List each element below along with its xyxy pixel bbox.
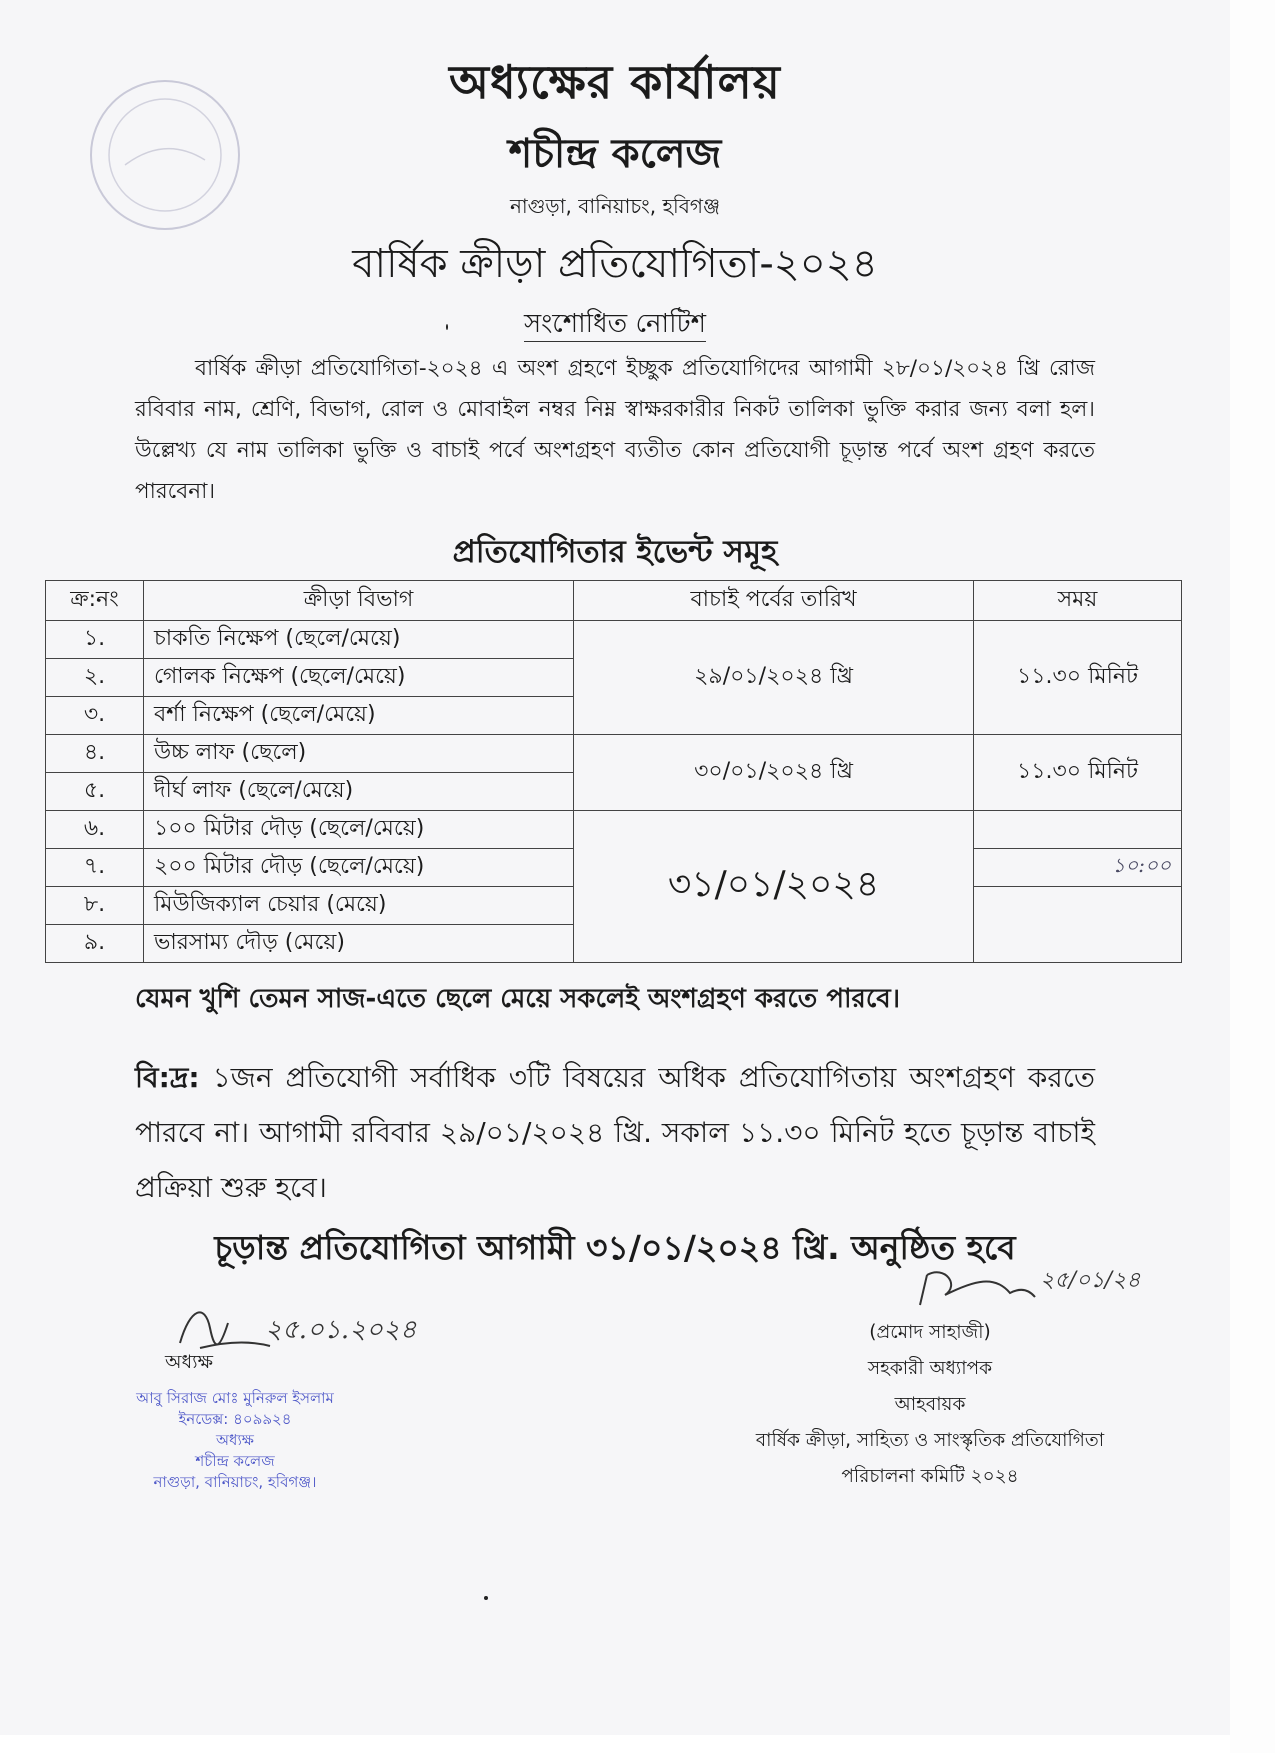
committee-year: পরিচালনা কমিটি ২০২৪: [841, 1466, 1019, 1487]
group-date: ৩১/০১/২০২৪: [574, 811, 974, 963]
principal-signature-date: ২৫.০১.২০২৪: [265, 1315, 417, 1345]
row-no: ২.: [46, 659, 144, 697]
group-date: ২৯/০১/২০২৪ খ্রি: [574, 621, 974, 735]
row-event: গোলক নিক্ষেপ (ছেলে/মেয়ে): [143, 659, 573, 697]
row-no: ৪.: [46, 735, 144, 773]
group-time-blank: [973, 887, 1181, 963]
events-table: [45, 580, 1182, 963]
group-date: ৩০/০১/২০২৪ খ্রি: [574, 735, 974, 811]
convener-title: সহকারী অধ্যাপক: [867, 1358, 993, 1379]
row-event: দীর্ঘ লাফ (ছেলে/মেয়ে): [143, 773, 573, 811]
college-address: নাগুড়া, বানিয়াচং, হবিগঞ্জ: [509, 194, 721, 218]
header-time: সময়: [973, 581, 1181, 621]
notice-body: বার্ষিক ক্রীড়া প্রতিযোগিতা-২০২৪ এ অংশ গ্রহণে ইচ্ছুক প্রতিযোগিদের আগামী ২৮/০১/২০২৪ খ্রি রোজ রবিবার নাম, শ্রেণি, বিভাগ, রোল ও মোবাইল নম্বর নিম্ন স্বাক্ষরকারীর নিকট তালিকা ভুক্তি করার জন্য বলা হল। উল্লেখ্য যে নাম তালিকা ভুক্তি ও বাচাই পর্বে অংশগ্রহণ ব্যতীত কোন প্রতিযোগী চূড়ান্ত পর্বে অংশ গ্রহণ করতে পারবেনা।: [135, 356, 1095, 504]
row-no: ৯.: [46, 925, 144, 963]
nb-note: [135, 1050, 1095, 1215]
office-heading: অধ্যক্ষের কার্যালয়: [449, 55, 781, 109]
event-title: বার্ষিক ক্রীড়া প্রতিযোগিতা-২০২৪: [352, 241, 878, 287]
table-row: [46, 621, 1182, 659]
nb-label: বি:দ্র:: [135, 1061, 200, 1094]
final-competition-line: চূড়ান্ত প্রতিযোগিতা আগামী ৩১/০১/২০২৪ খ্রি. অনুষ্ঠিত হবে: [214, 1228, 1016, 1267]
row-event: ২০০ মিটার দৌড় (ছেলে/মেয়ে): [143, 849, 573, 887]
header-event: ক্রীড়া বিভাগ: [143, 581, 573, 621]
table-header-row: [46, 581, 1182, 621]
row-no: ৬.: [46, 811, 144, 849]
row-event: মিউজিক্যাল চেয়ার (মেয়ে): [143, 887, 573, 925]
row-event: বর্শা নিক্ষেপ (ছেলে/মেয়ে): [143, 697, 573, 735]
stamp-line: অধ্যক্ষ: [216, 1431, 254, 1449]
dress-up-note: যেমন খুশি তেমন সাজ-এতে ছেলে মেয়ে সকলেই অংশগ্রহণ করতে পারবে।: [135, 984, 901, 1014]
row-event: উচ্চ লাফ (ছেলে): [143, 735, 573, 773]
header-date: বাচাই পর্বের তারিখ: [574, 581, 974, 621]
principal-designation: অধ্যক্ষ: [165, 1351, 214, 1373]
college-name: শচীন্দ্র কলেজ: [508, 131, 722, 177]
scan-speck: [446, 324, 448, 330]
group-time: ১১.৩০ মিনিট: [973, 735, 1181, 811]
principal-stamp: [110, 1388, 360, 1493]
table-row: [46, 735, 1182, 773]
scan-speck: [484, 1596, 488, 1600]
row-event: ১০০ মিটার দৌড় (ছেলে/মেয়ে): [143, 811, 573, 849]
row-no: ৫.: [46, 773, 144, 811]
row-no: ৩.: [46, 697, 144, 735]
nb-text: ১জন প্রতিযোগী সর্বাধিক ৩টি বিষয়ের অধিক প্রতিযোগিতায় অংশগ্রহণ করতে পারবে না। আগামী রবিবার ২৯/০১/২০২৪ খ্রি. সকাল ১১.৩০ মিনিট হতে চূড়ান্ত বাচাই প্রক্রিয়া শুরু হবে।: [135, 1061, 1095, 1204]
convener-signature-block: [720, 1268, 1141, 1495]
handwritten-time: ১০:০০: [973, 849, 1181, 887]
convener-name: (প্রমোদ সাহাজী): [869, 1322, 991, 1343]
row-event: ভারসাম্য দৌড় (মেয়ে): [143, 925, 573, 963]
stamp-line: আবু সিরাজ মোঃ মুনিরুল ইসলাম: [136, 1389, 334, 1407]
stamp-line: নাগুড়া, বানিয়াচং, হবিগঞ্জ।: [153, 1473, 317, 1491]
table-row: [46, 811, 1182, 849]
row-event: চাকতি নিক্ষেপ (ছেলে/মেয়ে): [143, 621, 573, 659]
group-time-empty: [973, 811, 1181, 849]
scan-edge: [1230, 0, 1275, 1753]
notice-label-text: সংশোধিত নোটিশ: [524, 309, 706, 342]
row-no: ১.: [46, 621, 144, 659]
stamp-line: শচীন্দ্র কলেজ: [195, 1452, 275, 1470]
group-time: ১১.৩০ মিনিট: [973, 621, 1181, 735]
committee-name: বার্ষিক ক্রীড়া, সাহিত্য ও সাংস্কৃতিক প্রতিযোগিতা: [755, 1430, 1105, 1451]
convener-signature: [915, 1255, 1155, 1315]
stamp-line: ইনডেক্স: ৪০৯৯২৪: [178, 1410, 292, 1428]
convener-role: আহবায়ক: [894, 1394, 966, 1415]
events-heading: প্রতিযোগিতার ইভেন্ট সমূহ: [452, 534, 778, 570]
row-no: ৮.: [46, 887, 144, 925]
notice-label: [0, 303, 1230, 347]
header-no: ক্র:নং: [46, 581, 144, 621]
row-no: ৭.: [46, 849, 144, 887]
convener-signature-date: ২৫/০১/২৪: [1040, 1268, 1141, 1293]
